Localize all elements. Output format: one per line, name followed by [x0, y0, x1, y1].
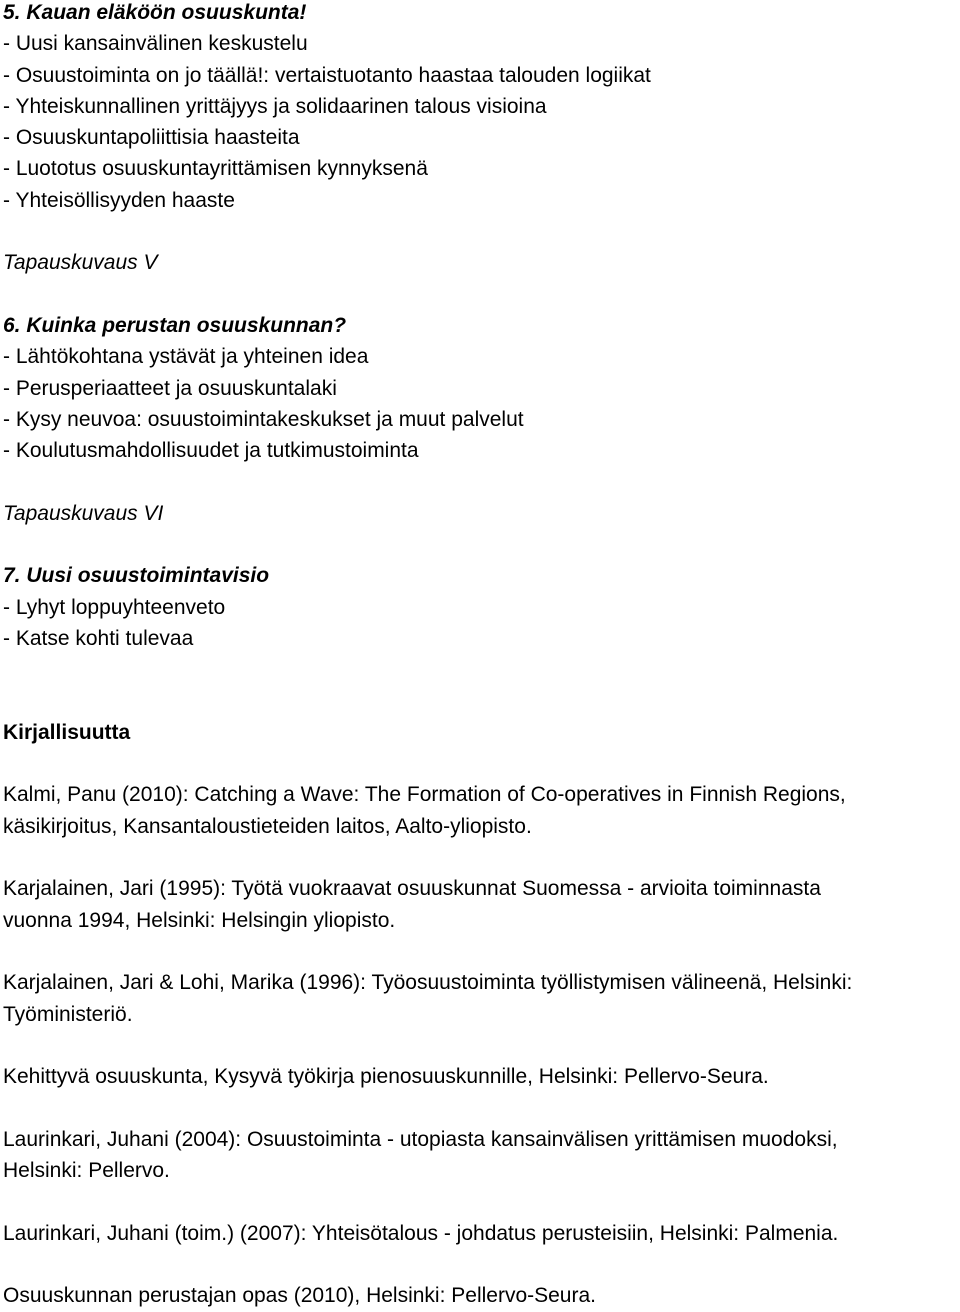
case-study-5: Tapauskuvaus V: [3, 251, 158, 275]
section-5-item: - Osuustoiminta on jo täällä!: vertaistuotanto haastaa talouden logiikat: [3, 63, 651, 87]
reference-line: Osuuskunnan perustajan opas (2010), Helsinki: Pellervo-Seura.: [3, 1284, 596, 1308]
section-7-heading: 7. Uusi osuustoimintavisio: [3, 564, 270, 588]
spacer: [3, 936, 958, 967]
case-study-6: Tapauskuvaus VI: [3, 501, 164, 525]
spacer: [3, 529, 958, 560]
section-5-item: - Luototus osuuskuntayrittämisen kynnyksenä: [3, 157, 428, 181]
section-5-item: - Uusi kansainvälinen keskustelu: [3, 32, 308, 56]
reference-entry: [3, 1061, 958, 1092]
reference-entry: [3, 1124, 958, 1187]
reference-line: Karjalainen, Jari (1995): Työtä vuokraavat osuuskunnat Suomessa - arvioita toiminnasta: [3, 877, 821, 901]
section-6-heading: 6. Kuinka perustan osuuskunnan?: [3, 313, 347, 337]
reference-entry: [3, 779, 958, 842]
spacer: [3, 748, 958, 779]
reference-entry: [3, 873, 958, 936]
spacer: [3, 1186, 958, 1217]
reference-line: Karjalainen, Jari & Lohi, Marika (1996): Työosuustoiminta työllistymisen välineenä, Helsinki:: [3, 971, 853, 995]
literature-section: [3, 717, 958, 1312]
spacer: [3, 1030, 958, 1061]
reference-line: Laurinkari, Juhani (2004): Osuustoiminta - utopiasta kansainvälisen yrittämisen muodoksi,: [3, 1127, 838, 1151]
reference-entry: [3, 1218, 958, 1249]
section-5-item: - Osuuskuntapoliittisia haasteita: [3, 126, 300, 150]
spacer: [3, 654, 958, 685]
reference-line: Kalmi, Panu (2010): Catching a Wave: The Formation of Co-operatives in Finnish Regions,: [3, 783, 846, 807]
section-7-item: - Katse kohti tulevaa: [3, 626, 194, 650]
section-6-item: - Koulutusmahdollisuudet ja tutkimustoiminta: [3, 439, 419, 463]
section-7: [3, 560, 958, 716]
section-6-item: - Perusperiaatteet ja osuuskuntalaki: [3, 376, 337, 400]
spacer: [3, 1092, 958, 1123]
section-6-item: - Kysy neuvoa: osuustoimintakeskukset ja muut palvelut: [3, 407, 524, 431]
literature-heading: Kirjallisuutta: [3, 720, 131, 744]
section-5: [3, 0, 958, 310]
reference-line: käsikirjoitus, Kansantaloustieteiden laitos, Aalto-yliopisto.: [3, 814, 532, 838]
spacer: [3, 1249, 958, 1280]
spacer: [3, 216, 958, 247]
section-6: [3, 310, 958, 560]
section-5-item: - Yhteisöllisyyden haaste: [3, 188, 235, 212]
section-6-item: - Lähtökohtana ystävät ja yhteinen idea: [3, 345, 369, 369]
reference-entry: [3, 1280, 958, 1311]
document-page: [3, 0, 958, 1311]
spacer: [3, 686, 958, 717]
section-5-item: - Yhteiskunnallinen yrittäjyys ja solidaarinen talous visioina: [3, 94, 547, 118]
section-5-heading: 5. Kauan eläköön osuuskunta!: [3, 1, 307, 24]
section-7-item: - Lyhyt loppuyhteenveto: [3, 595, 226, 619]
reference-line: vuonna 1994, Helsinki: Helsingin yliopisto.: [3, 908, 396, 932]
reference-line: Helsinki: Pellervo.: [3, 1158, 170, 1182]
spacer: [3, 466, 958, 497]
reference-line: Kehittyvä osuuskunta, Kysyvä työkirja pienosuuskunnille, Helsinki: Pellervo-Seura.: [3, 1065, 769, 1089]
spacer: [3, 842, 958, 873]
reference-line: Työministeriö.: [3, 1002, 133, 1026]
reference-line: Laurinkari, Juhani (toim.) (2007): Yhteisötalous - johdatus perusteisiin, Helsinki: Palmenia.: [3, 1221, 839, 1245]
spacer: [3, 279, 958, 310]
reference-entry: [3, 967, 958, 1030]
